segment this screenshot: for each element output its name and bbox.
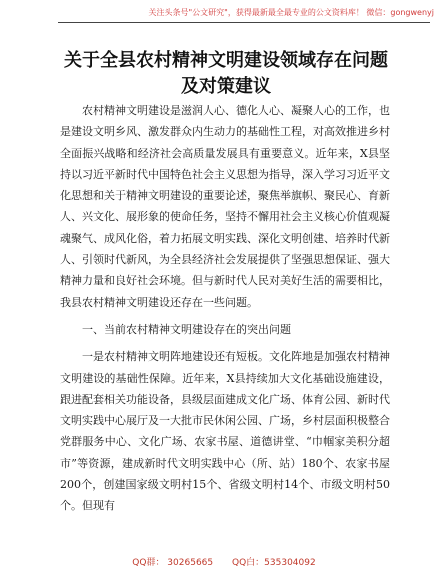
paragraph-problem-1: 一是农村精神文明阵地建设还有短板。文化阵地是加强农村精神文明建设的基础性保障。近年来，X县持续加大文化基础设施建设，跟进配套相关功能设备，县级层面建成文化广场、体育公园、新时代文明实践中心展厅及一大批市民休闲公园、广场，乡村层面积极整合党群服务中心、文化广场、农家书屋、道德讲堂、“巾帼家美积分超市”等资源，建成新时代文明实践中心（所、站）180个、农家书屋200个，创建国家级文明村15个、省级文明村14个、市级文明村50个。但现有 <box>60 350 390 513</box>
document-title: 关于全县农村精神文明建设领域存在问题及对策建议 <box>64 50 388 97</box>
footer-qq-group: QQ群： 30265665 <box>132 558 214 568</box>
paragraph-intro: 农村精神文明建设是滋润人心、德化人心、凝聚人心的工作，也是建设文明乡风、激发群众内生动力的基础性工程，对高效推进乡村全面振兴战略和经济社会高质量发展具有重要意义。近年来，X县坚持以习近平新时代中国特色社会主义思想为指导，深入学习习近平文化思想和关于精神文明建设的重要论述，聚焦举旗帜、聚民心、育新人、兴文化、展形象的使命任务，坚持不懈用社会主义核心价值观凝魂聚气、成风化俗，着力拓展文明实践、深化文明创建、培养时代新人、引领时代新风，为全县经济社会发展提供了坚强思想保证、强大精神力量和良好社会环境。但与新时代人民对美好生活的需要相比，我县农村精神文明建设还存在一些问题。 <box>60 104 390 309</box>
header-note: 关注头条号"公文研究"，获得最新最全最专业的公文资料库！ 微信：gongwenyj <box>148 8 434 17</box>
document-body <box>60 100 390 517</box>
section-heading: 一、当前农村精神文明建设存在的突出问题 <box>82 322 291 336</box>
footer-qq-contact: QQ白：535304092 <box>232 558 316 568</box>
header-divider <box>58 22 430 23</box>
footer-contacts <box>0 555 448 568</box>
